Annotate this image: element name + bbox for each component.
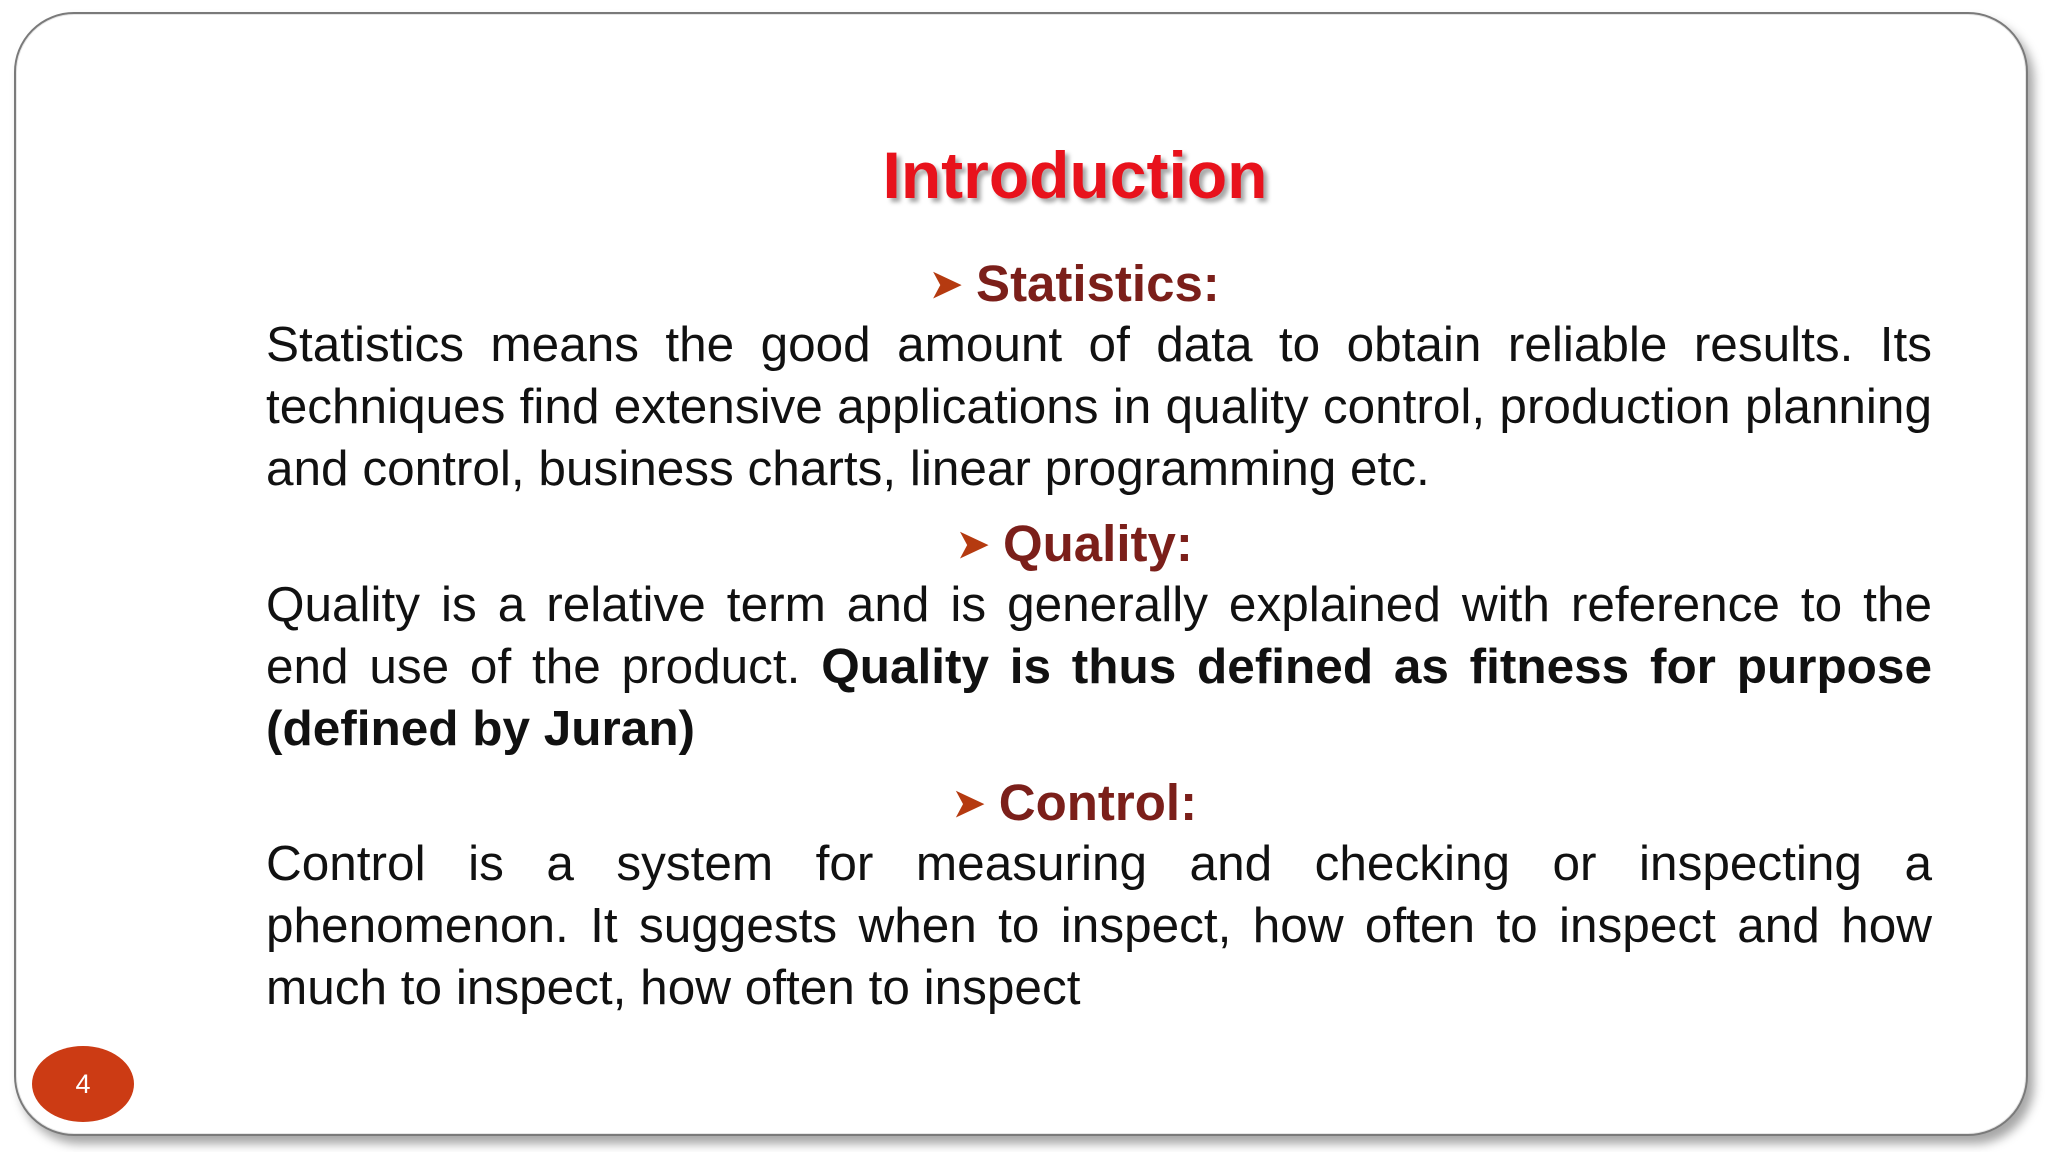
section-body-emphasis: Quality is thus defined as fitness for purpose (defined by Juran)	[266, 639, 1932, 756]
arrow-bullet-icon: ➤	[930, 264, 963, 306]
slide-title: Introduction	[882, 138, 1268, 212]
arrow-bullet-icon: ➤	[952, 783, 985, 825]
section-body-text: Quality is a relative term and is generally explained with reference to the end use of the product.	[266, 577, 1932, 694]
section-heading-label: Control:	[998, 774, 1198, 831]
section-heading-label: Quality:	[1002, 515, 1193, 572]
section-heading-quality	[0, 515, 2048, 572]
section-body-control: Control is a system for measuring and checking or inspecting a phenomenon. It suggests when to inspect, how often to inspect and how much to inspect, how often to inspect	[266, 836, 1932, 1015]
section-heading-control	[0, 774, 2048, 831]
page-number-badge: 4	[32, 1046, 134, 1122]
section-body-quality	[266, 574, 1932, 760]
arrow-bullet-icon: ➤	[957, 524, 989, 566]
section-body-statistics: Statistics means the good amount of data to obtain reliable results. Its techniques find extensive applications in quality control, production planning and control, business charts, linear programming etc.	[266, 317, 1932, 496]
section-heading-statistics	[0, 255, 2048, 312]
section-heading-label: Statistics:	[976, 255, 1220, 312]
